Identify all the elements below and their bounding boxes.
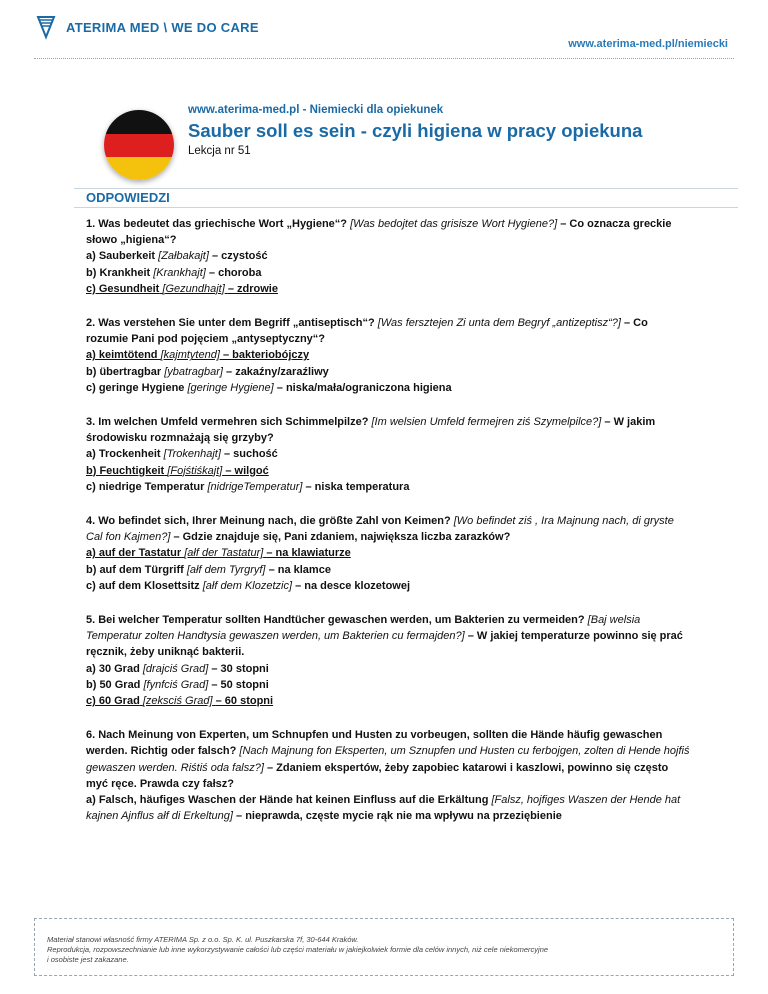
option-b: b) übertragbar [ybatragbar] – zakaźny/zaraźliwy [86, 365, 329, 378]
option-c: c) geringe Hygiene [geringe Hygiene] – niska/mała/ograniczona higiena [86, 381, 452, 394]
option-a: a) Falsch, häufiges Waschen der Hände hat keinen Einfluss auf die Erkältung [Falsz, hojfiges Waszen der Hende hat kajnen Ajnflus ałf di Erkeltung] – nieprawda, częste mycie rąk nie ma wpływu na przeziębienie [86, 794, 681, 823]
option-b: b) Krankheit [Krankhajt] – choroba [86, 266, 262, 279]
question-phonetic: [Baj welsia Temperatur zolten Handtysia gewaszen werden, um Bakterien cu fermajden?] [86, 614, 641, 643]
option-b: b) auf dem Türgriff [ałf dem Tyrgryf] – na klamce [86, 563, 331, 576]
option-b: b) 50 Grad [fynfciś Grad] – 50 stopni [86, 678, 269, 691]
question-translation: – Co rozumie Pani pod pojęciem „antyseptyczny“? [86, 317, 648, 346]
question-2 [86, 315, 691, 396]
questions-list [86, 216, 691, 843]
option-a: a) 30 Grad [drajciś Grad] – 30 stopni [86, 662, 269, 675]
question-translation: – W jakim środowisku rozmnażają się grzyby? [86, 416, 656, 445]
question-phonetic: [Was bedojtet das grisisze Wort Hygiene?] [350, 218, 558, 230]
lesson-number: Lekcja nr 51 [188, 145, 251, 157]
option-c-correct: c) 60 Grad [zeksciś Grad] – 60 stopni [86, 695, 274, 708]
question-translation: – Gdzie znajduje się, Pani zdaniem, największa liczba zarazków? [173, 531, 511, 544]
question-text: 2. Was verstehen Sie unter dem Begriff „antiseptisch“? [86, 317, 375, 330]
option-c-correct: c) Gesundheit [Gezundhajt] – zdrowie [86, 282, 278, 295]
option-b-correct: b) Feuchtigkeit [Fojśtiśkajt] – wilgoć [86, 464, 269, 477]
question-translation: – Zdaniem ekspertów, żeby zapobiec katarowi i kaszlowi, powinno się często myć ręce. Prawda czy fałsz? [86, 761, 669, 790]
lesson-subtitle: www.aterima-med.pl - Niemiecki dla opiekunek [188, 104, 444, 116]
aterima-logo[interactable] [34, 14, 259, 40]
question-phonetic: [Wo befindet ziś , Ira Majnung nach, di gryste Cal fon Kajmen?] [86, 515, 674, 544]
title-block [188, 104, 642, 157]
copyright-text: Materiał stanowi własność firmy ATERIMA Sp. z o.o. Sp. K. ul. Puszkarska 7f, 30-644 Kraków. Reprodukcja, rozpowszechnianie lub inne wykorzystywanie całości lub części materiału w jakiejkolwiek formie dla celów innych, niż cele niekomercyjne i osobiste jest zakazane. [47, 935, 549, 964]
question-1 [86, 216, 691, 297]
option-a-correct: a) auf der Tastatur [ałf der Tastatur] – na klawiaturze [86, 547, 351, 560]
question-phonetic: [Nach Majnung fon Eksperten, um Sznupfen und Husten cu ferbojgen, zolten di Hende hojfiś gewaszen werden. Riśtiś oda falsz?] [86, 745, 690, 774]
question-phonetic: [Im welsien Umfeld fermejren ziś Szymelpilce?] [371, 416, 602, 429]
logo-separator: \ [159, 19, 172, 35]
question-phonetic: [Was fersztejen Zi unta dem Begryf „antizeptisz“?] [377, 317, 621, 330]
site-url-link[interactable]: www.aterima-med.pl/niemiecki [568, 38, 728, 50]
page-header [0, 0, 768, 60]
question-text: 4. Wo befindet sich, Ihrer Meinung nach, die größte Zahl von Keimen? [86, 515, 451, 528]
question-4 [86, 513, 691, 594]
copyright-footer [34, 918, 734, 976]
lesson-title: Sauber soll es sein - czyli higiena w pracy opiekuna [188, 120, 643, 141]
logo-slogan: WE DO CARE [171, 19, 259, 35]
option-a: a) Trockenheit [Trokenhajt] – suchość [86, 448, 278, 461]
option-a: a) Sauberkeit [Załbakajt] – czystość [86, 250, 268, 263]
section-title: ODPOWIEDZI [86, 190, 170, 205]
question-6 [86, 727, 691, 824]
question-translation: – W jakiej temperaturze powinno się prać ręcznik, żeby uniknąć bakterii. [86, 630, 683, 659]
question-3 [86, 414, 691, 495]
question-text: 1. Was bedeutet das griechische Wort „Hygiene“? [86, 218, 348, 230]
option-a-correct: a) keimtötend [kajmtytend] – bakteriobójczy [86, 349, 310, 362]
answers-section-bar [74, 188, 738, 208]
german-flag-icon [104, 110, 174, 180]
question-translation: – Co oznacza greckie słowo „higiena“? [86, 218, 672, 247]
logo-name: ATERIMA MED [66, 19, 160, 35]
option-c: c) niedrige Temperatur [nidrigeTemperatur] – niska temperatura [86, 480, 410, 493]
logo-face-icon [34, 14, 60, 40]
question-text: 5. Bei welcher Temperatur sollten Handtücher gewaschen werden, um Bakterien zu vermeiden? [86, 614, 585, 627]
question-text: 3. Im welchen Umfeld vermehren sich Schimmelpilze? [86, 416, 369, 429]
question-5 [86, 612, 691, 709]
question-text: 6. Nach Meinung von Experten, um Schnupfen und Husten zu vorbeugen, sollten die Hände häufig gewaschen werden. Richtig oder falsch? [86, 729, 663, 758]
option-c: c) auf dem Klosettsitz [ałf dem Klozetzic] – na desce klozetowej [86, 579, 411, 592]
header-divider [34, 58, 734, 59]
